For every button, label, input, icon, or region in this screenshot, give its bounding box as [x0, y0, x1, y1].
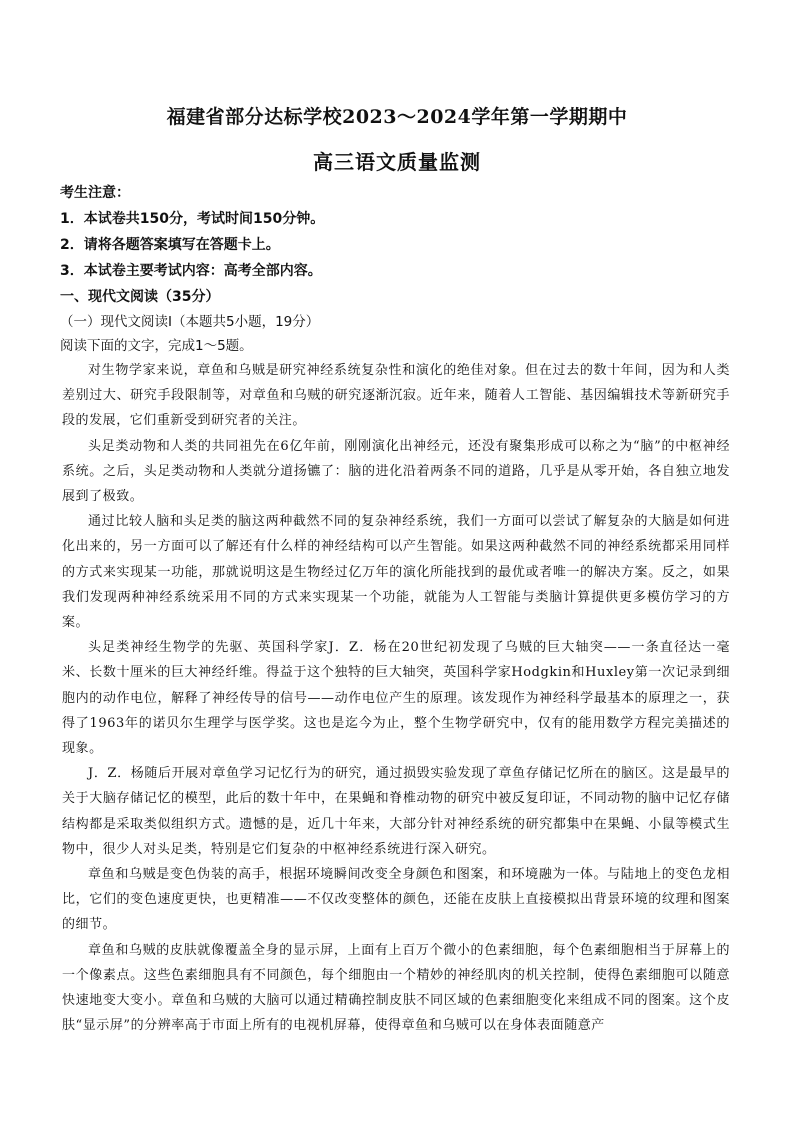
passage-paragraph: 章鱼和乌贼是变色伪装的高手，根据环境瞬间改变全身颜色和图案，和环境融为一体。与陆地上的变色龙相比，它们的变色速度更快，也更精准——不仅改变整体的颜色，还能在皮肤上直接模拟出背景环境的纹理和图案的细节。: [62, 867, 730, 933]
instructions-block: [60, 180, 740, 358]
notice-item: 1．本试卷共150分，考试时间150分钟。: [60, 211, 325, 227]
part-title: （一）现代文阅读Ⅰ（本题共5小题，19分）: [60, 314, 320, 330]
passage-paragraph: 头足类神经生物学的先驱、英国科学家J．Z．杨在20世纪初发现了乌贼的巨大轴突——一条直径达一毫米、长数十厘米的巨大神经纤维。得益于这个独特的巨大轴突，英国科学家Hodgkin和Huxley第一次记录到细胞内的动作电位，解释了神经传导的信号——动作电位产生的原理。该发现作为神经科学最基本的原理之一，获得了1963年的诺贝尔生理学与医学奖。这也是迄今为止，整个生物学研究中，仅有的能用数学方程完美描述的现象。: [62, 640, 730, 757]
passage-paragraph: 章鱼和乌贼的皮肤就像覆盖全身的显示屏，上面有上百万个微小的色素细胞，每个色素细胞相当于屏幕上的一个像素点。这些色素细胞具有不同颜色，每个细胞由一个精妙的神经肌肉的机关控制，使得色素细胞可以随意快速地变大变小。章鱼和乌贼的大脑可以通过精确控制皮肤不同区域的色素细胞变化来组成不同的图案。这个皮肤“显示屏”的分辨率高于市面上所有的电视机屏幕，使得章鱼和乌贼可以在身体表面随意产: [62, 942, 730, 1034]
notice-item: 2．请将各题答案填写在答题卡上。: [60, 237, 280, 253]
reading-instruction: 阅读下面的文字，完成1～5题。: [60, 338, 253, 354]
exam-subtitle: 高三语文质量监测: [313, 150, 481, 174]
section-title: 一、现代文阅读（35分）: [60, 289, 220, 305]
passage-paragraph: J．Z．杨随后开展对章鱼学习记忆行为的研究，通过损毁实验发现了章鱼存储记忆所在的脑区。这是最早的关于大脑存储记忆的模型，此后的数十年中，在果蝇和脊椎动物的研究中被反复印证，不同动物的脑中记忆存储结构都是采取类似组织方式。遗憾的是，近几十年来，大部分针对神经系统的研究都集中在果蝇、小鼠等模式生物中，很少人对头足类，特别是它们复杂的中枢神经系统进行深入研究。: [62, 766, 730, 857]
notice-heading: 考生注意：: [60, 185, 130, 201]
notice-item: 3．本试卷主要考试内容：高考全部内容。: [60, 263, 322, 279]
passage-paragraph: 头足类动物和人类的共同祖先在6亿年前，刚刚演化出神经元，还没有聚集形成可以称之为“脑”的中枢神经系统。之后，头足类动物和人类就分道扬镳了：脑的进化沿着两条不同的道路，几乎是从零开始，各自独立地发展到了极致。: [62, 438, 730, 505]
passage-paragraph: 通过比较人脑和头足类的脑这两种截然不同的复杂神经系统，我们一方面可以尝试了解复杂的大脑是如何进化出来的，另一方面可以了解还有什么样的神经结构可以产生智能。如果这两种截然不同的神经系统都采用同样的方式来实现某一功能，那就说明这是生物经过亿万年的演化所能找到的最优或者唯一的解决方案。反之，如果我们发现两种神经系统采用不同的方式来实现某一个功能，就能为人工智能与类脑计算提供更多模仿学习的方案。: [62, 514, 730, 631]
exam-title: 福建省部分达标学校2023～2024学年第一学期期中: [166, 106, 628, 128]
reading-passage: [62, 358, 730, 1038]
passage-paragraph: 对生物学家来说，章鱼和乌贼是研究神经系统复杂性和演化的绝佳对象。但在过去的数十年间，因为和人类差别过大、研究手段限制等，对章鱼和乌贼的研究逐渐沉寂。近年来，随着人工智能、基因编辑技术等新研究手段的发展，它们重新受到研究者的关注。: [62, 363, 730, 429]
